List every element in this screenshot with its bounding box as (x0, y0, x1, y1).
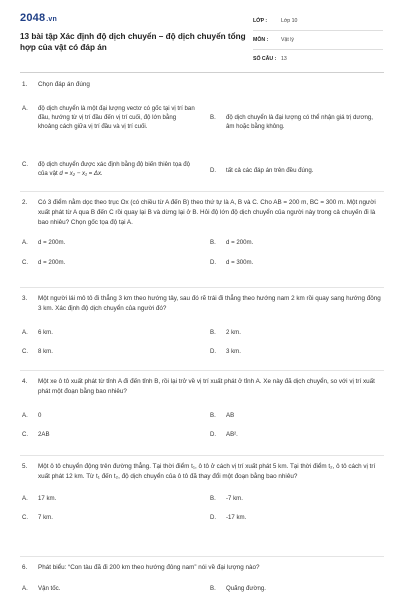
question-3 (22, 294, 382, 358)
option-text: độ dịch chuyển là đại lượng có thể nhận giá trị dương, âm hoặc bằng không. (226, 114, 373, 130)
option-label: C. (22, 161, 29, 168)
option-label: A. (22, 585, 28, 592)
option-text: 6 km. (38, 329, 53, 336)
meta-count-label: SỐ CÂU : (253, 56, 277, 62)
option-label: B. (210, 114, 216, 121)
question-stem (22, 294, 382, 314)
option-text: -17 km. (226, 514, 247, 521)
meta-count-row (253, 50, 383, 68)
question-stem (22, 198, 382, 228)
answer-options (22, 573, 382, 593)
option-label: C. (22, 431, 29, 438)
option-a[interactable] (22, 494, 192, 503)
option-label: B. (210, 495, 216, 502)
option-text: 3 km. (226, 348, 241, 355)
document-header (0, 0, 400, 68)
option-text: 0 (38, 412, 42, 419)
question-number: 6. (22, 564, 28, 571)
logo-suffix: .vn (46, 16, 57, 23)
option-d[interactable] (210, 258, 380, 267)
option-d[interactable] (210, 166, 382, 175)
option-label: D. (210, 431, 217, 438)
question-divider (20, 556, 384, 557)
option-label: C. (22, 348, 29, 355)
option-c[interactable] (22, 513, 192, 522)
option-label: D. (210, 167, 217, 174)
question-divider (20, 191, 384, 192)
option-formula: d = x₂ − x₁ = Δx. (59, 170, 103, 177)
option-label: C. (22, 514, 29, 521)
option-text: AB (226, 412, 235, 419)
option-text: d = 200m. (38, 239, 66, 246)
option-label: A. (22, 412, 28, 419)
option-c[interactable] (22, 160, 197, 178)
question-divider (20, 287, 384, 288)
option-label: C. (22, 259, 29, 266)
question-stem (22, 377, 382, 397)
meta-subject-row (253, 31, 383, 50)
question-number: 1. (22, 81, 28, 88)
question-stem (22, 80, 382, 90)
option-label: D. (210, 259, 217, 266)
option-text: Vận tốc. (38, 585, 61, 592)
question-divider (20, 370, 384, 371)
meta-subject-value: Vật lý (281, 37, 294, 43)
option-b[interactable] (210, 238, 380, 247)
option-b[interactable] (210, 584, 380, 593)
meta-class-label: LỚP : (253, 18, 268, 24)
option-text: 8 km. (38, 348, 53, 355)
answer-options (22, 397, 382, 441)
option-text: 2 km. (226, 329, 241, 336)
question-text: Chọn đáp án đúng (38, 81, 90, 88)
option-a[interactable] (22, 584, 192, 593)
header-divider (20, 72, 384, 73)
option-text: tất cả các đáp án trên đều đúng. (226, 167, 314, 174)
option-text: 17 km. (38, 495, 57, 502)
meta-class-row (253, 12, 383, 31)
option-text: d = 300m. (226, 259, 254, 266)
question-number: 3. (22, 295, 28, 302)
question-1 (22, 80, 382, 200)
option-label: D. (210, 514, 217, 521)
question-text: Một người lái mô tô đi thẳng 3 km theo hướng tây, sau đó rẽ trái đi thẳng theo hướng nam 2 km rồi quay sang hướng đông 3 km. Xác định độ dịch chuyển của người đó? (38, 295, 381, 312)
document-meta (253, 12, 383, 68)
question-4 (22, 377, 382, 441)
option-text: độ dịch chuyển được xác định bằng độ biến thiên tọa độ của vật (38, 161, 191, 177)
option-label: A. (22, 105, 28, 112)
option-b[interactable] (210, 411, 380, 420)
site-logo[interactable] (20, 12, 57, 24)
option-text: d = 200m. (226, 239, 254, 246)
option-text: AB². (226, 431, 238, 438)
meta-count-value: 13 (281, 56, 287, 62)
answer-options (22, 482, 382, 526)
question-text: Có 3 điểm nằm dọc theo trục Ox (có chiều từ A đến B) theo thứ tự là A, B và C. Cho AB = 200 m, BC = 300 m. Một người xuất phát từ A qua B đến C rồi quay lại B và dừng lại ở B. Hỏi độ lớn độ dịch chuyển của người này trong cả chuyến đi là bao nhiêu? Chọn gốc tọa độ tại A. (38, 199, 376, 226)
question-text: Phát biểu: “Con tàu đã đi 200 km theo hướng đông nam” nói về đại lượng nào? (38, 564, 260, 571)
option-text: -7 km. (226, 495, 243, 502)
option-label: B. (210, 239, 216, 246)
option-a[interactable] (22, 238, 192, 247)
option-label: A. (22, 329, 28, 336)
answer-options (22, 314, 382, 358)
question-6 (22, 563, 382, 593)
option-label: B. (210, 412, 216, 419)
option-a[interactable] (22, 411, 192, 420)
meta-class-value: Lớp 10 (281, 18, 298, 24)
question-number: 2. (22, 199, 28, 206)
question-text: Một xe ô tô xuất phát từ tỉnh A đi đến tỉnh B, rồi lại trở về vị trí xuất phát ở tỉnh A. Xe này đã dịch chuyển, so với vị trí xuất phát một đoạn bằng bao nhiêu? (38, 378, 375, 395)
option-b[interactable] (210, 113, 382, 131)
document-title: 13 bài tập Xác định độ dịch chuyển – độ dịch chuyển tổng hợp của vật có đáp án (20, 32, 246, 52)
answer-options (22, 90, 382, 200)
option-b[interactable] (210, 494, 380, 503)
question-number: 5. (22, 463, 28, 470)
meta-subject-label: MÔN : (253, 37, 269, 43)
option-text: d = 200m. (38, 259, 66, 266)
option-text-wrap (38, 160, 197, 178)
option-c[interactable] (22, 347, 192, 356)
question-5 (22, 462, 382, 526)
question-stem (22, 563, 382, 573)
question-2 (22, 198, 382, 272)
option-label: D. (210, 348, 217, 355)
option-a[interactable] (22, 328, 192, 337)
option-text: 7 km. (38, 514, 53, 521)
option-label: A. (22, 495, 28, 502)
option-text: độ dịch chuyển là một đại lượng vectơ có gốc tại vị trí ban đầu, hướng từ vị trí đầu đến vị trí cuối, độ lớn bằng khoảng cách giữa vị trí đầu và vị trí cuối. (38, 105, 195, 130)
option-text: 2AB (38, 431, 50, 438)
option-label: A. (22, 239, 28, 246)
option-a[interactable] (22, 104, 197, 131)
option-c[interactable] (22, 430, 192, 439)
question-number: 4. (22, 378, 28, 385)
option-b[interactable] (210, 328, 380, 337)
logo-main: 2048 (20, 12, 46, 24)
question-stem (22, 462, 382, 482)
option-text: Quãng đường. (226, 585, 266, 592)
option-c[interactable] (22, 258, 192, 267)
option-label: B. (210, 329, 216, 336)
option-d[interactable] (210, 430, 380, 439)
option-d[interactable] (210, 347, 380, 356)
question-text: Một ô tô chuyển động trên đường thẳng. Tại thời điểm t₁, ô tô ở cách vị trí xuất phát 5 km. Tại thời điểm t₂, ô tô cách vị trí xuất phát 12 km. Từ t₁ đến t₂, độ dịch chuyển của ô tô đã thay đổi một đoạn bằng bao nhiêu? (38, 463, 376, 480)
answer-options (22, 228, 382, 272)
option-label: B. (210, 585, 216, 592)
question-divider (20, 455, 384, 456)
option-d[interactable] (210, 513, 380, 522)
